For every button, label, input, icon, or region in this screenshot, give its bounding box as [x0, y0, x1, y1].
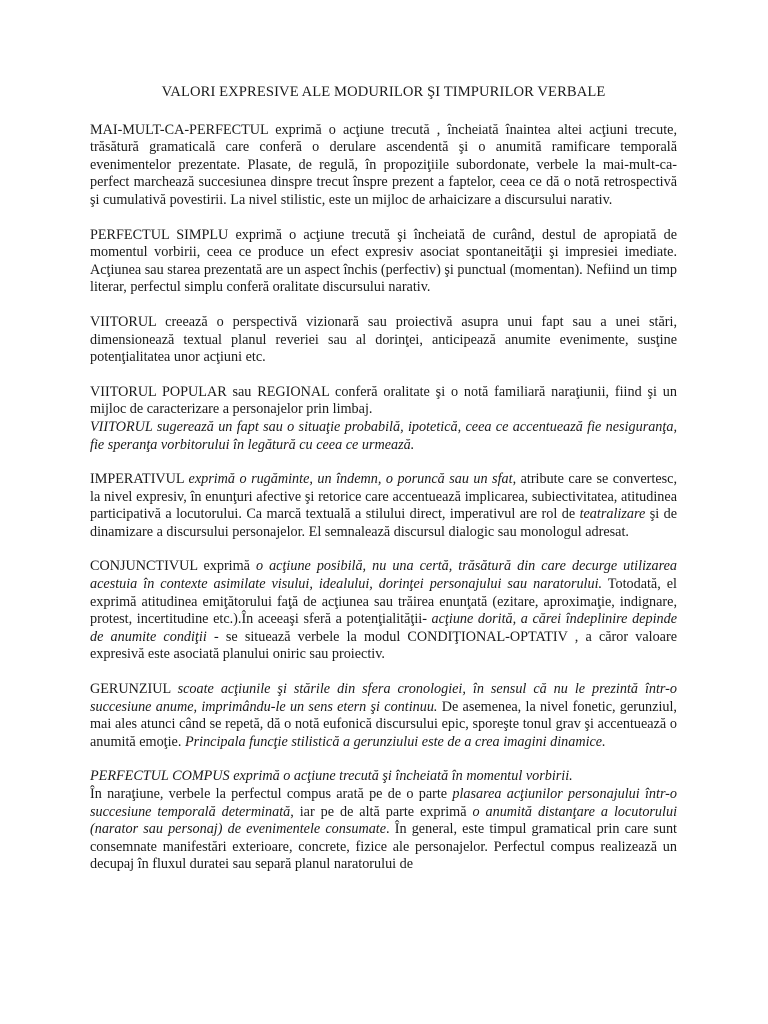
paragraph-gerunziul	[90, 681, 677, 751]
text-run: , iar pe de altă parte exprimă	[290, 803, 473, 820]
text-run: MAI-MULT-CA-PERFECTUL exprimă o acţiune trecută , încheiată înaintea altei acţiuni trecute, trăsătură gramaticală care conferă o derulare ascendentă şi o anumită ramificare temporală evenimentelor prezentate. Plasate, de regulă, în propoziţiile subordonate, verbele la mai-mult-ca-perfect marchează succesiunea dinspre trecut înspre prezent a faptelor, ceea ce dă o notă retrospectivă şi cumulativă povestirii. La nivel stilistic, este un mijloc de arhaicizare a discursului narativ.	[90, 121, 677, 208]
paragraph-perfectul-compus-body	[90, 786, 677, 874]
italic-text-run: o acţiune posibilă, nu una certă, trăsătură din care decurge utilizarea acestuia în contexte asimilate visului, idealului, dorinţei personajului sau naratorului.	[90, 558, 678, 593]
paragraph-mai-mult-ca-perfectul	[90, 122, 677, 210]
text-run: VIITORUL POPULAR sau REGIONAL conferă oralitate şi o notă familiară naraţiunii, fiind şi un mijloc de caracterizare a personajelor prin limbaj.	[90, 383, 677, 418]
text-run: , atribute care se convertesc, la nivel expresiv, în enunţuri afective şi retorice care accentuează implicarea, subiectivitatea, atitudinea participativă a locutorului. Ca marcă textuală a stilului direct, imperativul are rol de	[90, 471, 677, 523]
paragraph-perfectul-compus-head	[90, 768, 677, 786]
paragraph-conjunctivul	[90, 558, 677, 664]
italic-text-run: exprimă o rugăminte, un îndemn, o poruncă sau un sfat	[188, 471, 513, 488]
italic-text-run: acţiune dorită, a cărei îndeplinire depinde de anumite condiţii	[90, 611, 677, 645]
text-run: GERUNZIUL	[90, 681, 178, 698]
document-title: VALORI EXPRESIVE ALE MODURILOR ŞI TIMPURILOR VERBALE	[161, 84, 606, 100]
italic-text-run: VIITORUL sugerează un fapt sau o situaţie probabilă, ipotetică, ceea ce accentuează fie nesiguranţa, fie speranţa vorbitorului în legătură cu ceea ce urmează.	[90, 418, 677, 453]
text-run: IMPERATIVUL	[90, 471, 189, 488]
paragraph-imperativul	[90, 471, 677, 541]
italic-text-run: PERFECTUL COMPUS exprimă o acţiune trecută şi încheiată în momentul vorbirii.	[90, 768, 573, 785]
paragraph-viitorul	[90, 314, 677, 367]
paragraph-perfectul-simplu	[90, 227, 677, 297]
text-run: . În general, este timpul gramatical prin care sunt consemnate manifestări exterioare, concrete, fizice ale personajelor. Perfectul compus realizează un decupaj în fluxul duratei sau separă planul naratorului de	[90, 821, 677, 873]
text-run: CONJUNCTIVUL exprimă	[90, 558, 256, 575]
italic-text-run: Principala funcţie stilistică a gerunziului este de a crea imagini dinamice.	[184, 733, 606, 750]
text-run: PERFECTUL SIMPLU exprimă o acţiune trecută şi încheiată de curând, destul de apropiată de momentul vorbirii, ceea ce produce un efect expresiv asociat spontaneităţii şi impresiei imediate. Acţiunea sau starea prezentată are un aspect închis (perfectiv) şi punctual (momentan). Nefiind un timp literar, perfectul simplu conferă oralitate discursului narativ.	[90, 226, 677, 296]
text-run: De asemenea, la nivel fonetic, gerunziul, mai ales atunci când se repetă, dă o notă eufonică discursului epic, sporeşte tonul grav şi accentuează o anumită emoţie.	[90, 698, 677, 750]
text-run: Totodată, el exprimă atitudinea emiţătorului faţă de acţiunea sau trăirea enunţată (ezitare, aproximaţie, indignare, protest, incertitudine etc.).În aceeaşi sferă a potenţialităţii-	[90, 576, 677, 628]
italic-text-run: teatralizare	[579, 506, 646, 523]
text-run: În naraţiune, verbele la perfectul compus arată pe de o parte	[90, 786, 453, 802]
italic-text-run: o anumită distanţare a locutorului (narator sau personaj) de evenimentele consumate	[90, 803, 678, 838]
paragraph-viitorul-popular	[90, 384, 677, 419]
document-body	[90, 122, 677, 874]
italic-text-run: scoate acţiunile şi stările din sfera cronologiei, în sensul că nu le prezintă într-o succesiune anume, imprimându-le un sens etern şi continuu.	[90, 681, 677, 715]
text-run: - se situează verbele la modul CONDIŢIONAL-OPTATIV , a căror valoare expresivă este asociată planului oniric sau proiectiv.	[90, 628, 677, 663]
italic-text-run: plasarea acţiunilor personajului într-o succesiune temporală determinată	[90, 786, 677, 820]
document-page	[90, 84, 677, 891]
paragraph-viitorul-sugereaza	[90, 419, 677, 454]
text-run: VIITORUL creează o perspectivă vizionară sau proiectivă asupra unui fapt sau a unei stări, dimensionează textual planul reveriei sau al dorinţei, anticipează anumite evenimente, susţine potenţialitatea unor acţiuni etc.	[90, 313, 677, 366]
text-run: şi de dinamizare a discursului personajelor. El semnalează discursul dialogic sau monologul adresat.	[90, 506, 677, 540]
